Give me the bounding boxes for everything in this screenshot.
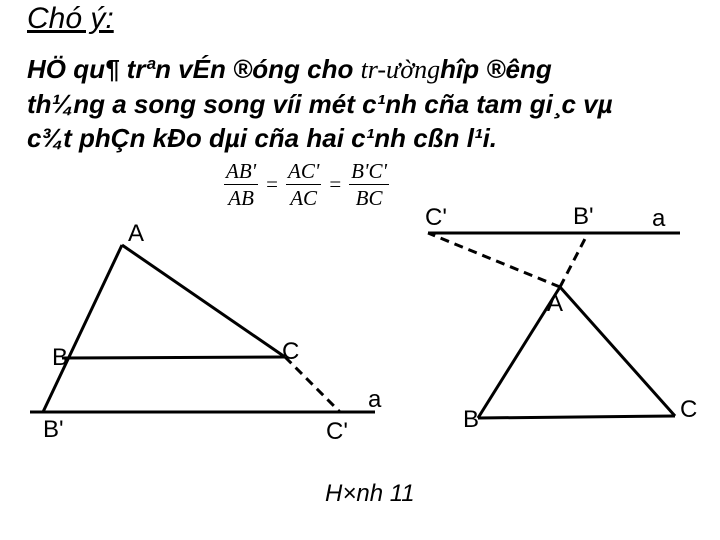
fraction-ab-numerator: AB' xyxy=(226,159,257,183)
left-side-ac xyxy=(122,245,285,357)
right-dashed-ac-extension xyxy=(428,233,560,287)
right-label-c: C xyxy=(680,396,698,423)
left-figure xyxy=(30,245,375,412)
paragraph-line-1-part-b: tr-ường xyxy=(360,55,441,84)
fraction-bc-denominator: BC xyxy=(355,186,383,210)
left-label-a-vertex: A xyxy=(128,220,145,247)
right-label-b-prime: B' xyxy=(573,203,594,230)
paragraph-line-1-part-c: hîp ®êng xyxy=(440,54,552,84)
left-label-b-prime: B' xyxy=(43,416,64,443)
right-label-a-vertex: A xyxy=(547,290,564,317)
equals-sign-1: = xyxy=(266,172,278,196)
figure-caption: H×nh 11 xyxy=(325,480,415,507)
fraction-ab-denominator: AB xyxy=(228,186,254,210)
right-figure xyxy=(428,233,680,418)
fraction-bc-numerator: B'C' xyxy=(351,159,387,183)
left-label-c-prime: C' xyxy=(326,418,348,445)
right-label-b: B xyxy=(463,406,480,433)
paragraph-line-3: c¾t phÇn kÐo dµi cña hai c¹nh cßn l¹i. xyxy=(27,123,498,153)
paragraph-line-2: th¼ng a song song víi mét c¹nh cña tam gi¸c vµ xyxy=(27,89,613,119)
left-side-ab-extended xyxy=(43,245,122,412)
left-label-b: B xyxy=(52,344,69,371)
right-segment-bc xyxy=(478,416,675,418)
fraction-ac-numerator: AC' xyxy=(288,159,320,183)
left-dashed-extension xyxy=(285,357,340,412)
right-side-ac xyxy=(560,287,675,416)
right-label-line-a: a xyxy=(652,205,666,232)
right-dashed-ab-extension xyxy=(560,233,588,287)
fraction-ac-denominator: AC xyxy=(290,186,318,210)
left-label-c: C xyxy=(282,338,300,365)
note-heading: Chó ý: xyxy=(27,2,114,35)
equals-sign-2: = xyxy=(329,172,342,196)
right-label-c-prime: C' xyxy=(425,204,447,231)
left-segment-bc xyxy=(62,357,285,358)
paragraph-line-1-part-a: HÖ qu¶ trªn vÉn ®óng cho xyxy=(27,54,361,84)
left-label-line-a: a xyxy=(368,386,382,413)
